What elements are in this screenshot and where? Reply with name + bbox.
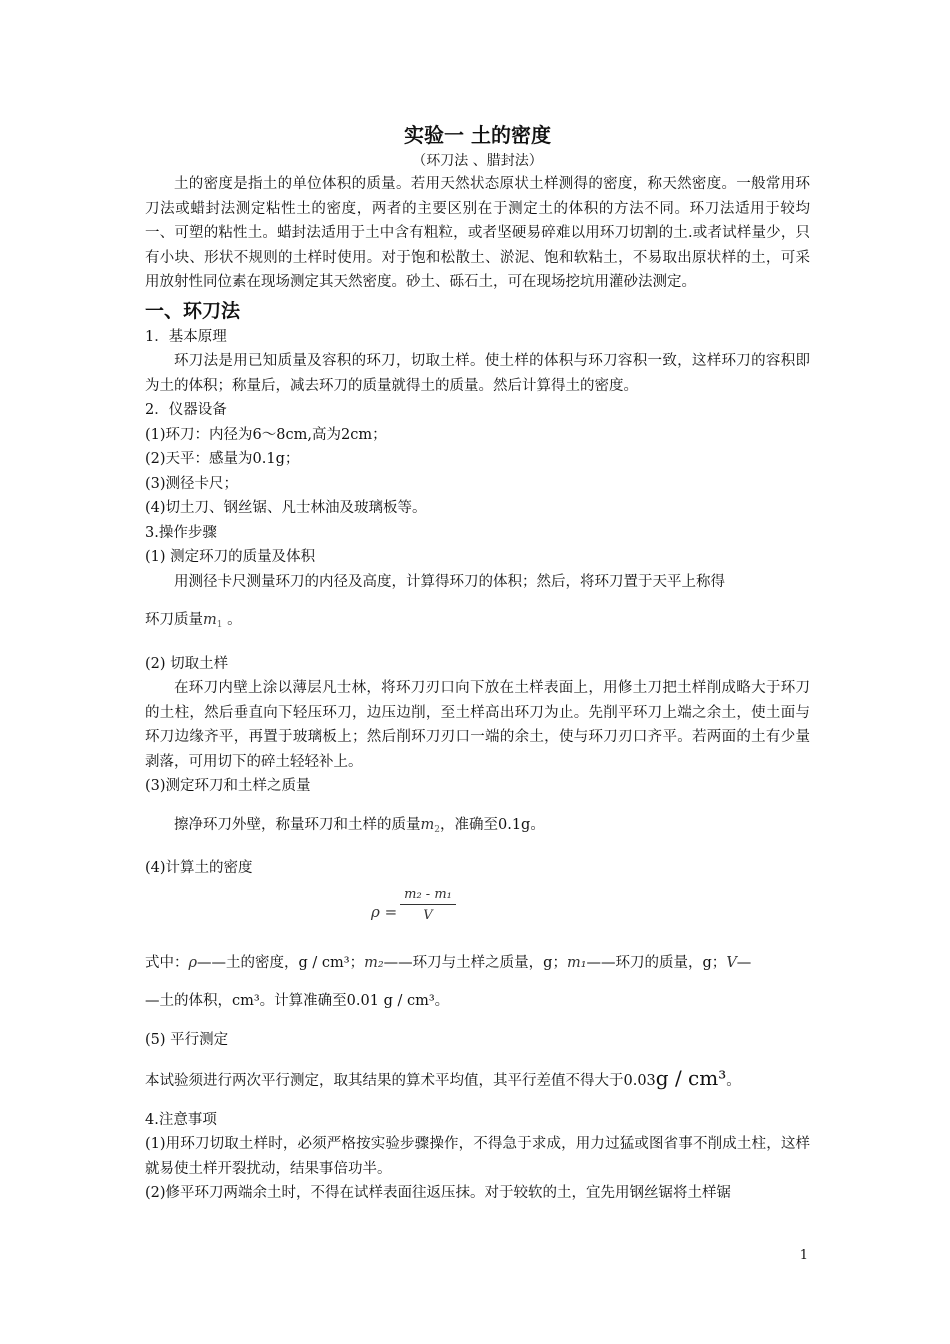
legend-v-dash: —: [736, 954, 752, 971]
equipment-item-2: (2)天平：感量为0.1g；: [145, 451, 300, 467]
note-item-1: (1)用环刀切取土样时，必须严格按实验步骤操作，不得急于求成，用力过猛或图省事不削成土柱，这样就易使土样开裂扰动，结果事倍功半。: [145, 1136, 810, 1177]
step5-end: 。: [726, 1073, 741, 1089]
equipment-item-1: (1)环刀：内径为6～8cm,高为2cm；: [145, 426, 387, 443]
page-subtitle: （环刀法 、腊封法）: [412, 153, 543, 169]
fraction-bar: [400, 904, 456, 905]
equipment-item-3: (3)测径卡尺；: [145, 475, 239, 492]
section-heading-ring-knife: 一、环刀法: [145, 299, 241, 322]
formula-denominator: V: [423, 907, 433, 923]
legend-prefix: 式中：: [145, 954, 189, 971]
legend-m2: m₂: [364, 954, 384, 971]
principle-heading: 1．基本原理: [145, 328, 227, 345]
formula-numerator: m₂ - m₁: [404, 886, 452, 902]
step3-text-a: 擦净环刀外壁，称量环刀和土样的质量: [174, 816, 421, 833]
note-item-2: (2)修平环刀两端余土时，不得在试样表面往返压抹。对于较软的土，宜先用钢丝锯将土样锯: [145, 1185, 732, 1201]
legend-v: V: [726, 954, 737, 971]
step1-mass-line: [145, 608, 810, 638]
m2-symbol: $m_2$: [420, 816, 440, 835]
step3-text-b: ，准确至0.1g。: [439, 816, 545, 833]
principle-text: 环刀法是用已知质量及容积的环刀，切取土样。使土样的体积与环刀容积一致，这样环刀的容积即为土的体积；称量后，减去环刀的质量就得土的质量。然后计算得土的密度。: [145, 353, 810, 394]
step5-heading: (5) 平行测定: [145, 1031, 229, 1048]
formula-fraction: [400, 887, 456, 923]
steps-heading: 3.操作步骤: [145, 524, 217, 541]
equipment-heading: 2．仪器设备: [145, 402, 227, 418]
step5-text: [145, 1066, 810, 1094]
legend-m2-desc: ——环刀与土样之质量，g；: [383, 954, 567, 971]
page-content: [145, 120, 810, 1206]
step4-heading: (4)计算土的密度: [145, 860, 253, 876]
legend-rho-desc: ——土的密度，g / cm³；: [197, 954, 365, 971]
legend-rho: ρ: [188, 954, 198, 971]
step1-end: 。: [227, 612, 242, 628]
notes-heading: 4.注意事项: [145, 1111, 217, 1128]
step2-heading: (2) 切取土样: [145, 655, 229, 672]
step3-heading: (3)测定环刀和土样之质量: [145, 778, 311, 794]
step1-text: 用测径卡尺测量环刀的内径及高度，计算得环刀的体积；然后，将环刀置于天平上称得: [174, 573, 725, 590]
intro-paragraph: 土的密度是指土的单位体积的质量。若用天然状态原状土样测得的密度，称天然密度。一般常用环刀法或蜡封法测定粘性土的密度，两者的主要区别在于测定土的体积的方法不同。环刀法适用于较均一、可塑的粘性土。蜡封法适用于土中含有粗粒，或者坚硬易碎难以用环刀切割的土.或者试样量少，只有小块、形状不规则的土样时使用。对于饱和松散土、淤泥、饱和软粘土，不易取出原状样的土，可采用放射性同位素在现场测定其天然密度。砂土、砾石土，可在现场挖坑用灌砂法测定。: [145, 176, 810, 290]
step5-text-body: 本试验须进行两次平行测定，取其结果的算术平均值，其平行差值不得大于0.03: [145, 1073, 656, 1089]
step2-text: 在环刀内壁上涂以薄层凡士林，将环刀刃口向下放在土样表面上，用修土刀把土样削成略大于环刀的土柱，然后垂直向下轻压环刀，边压边削，至土样高出环刀为止。先削平环刀上端之余土，使土面与环刀边缘齐平，再置于玻璃板上；然后削环刀刃口一端的余土，使与环刀刃口齐平。若两面的土有少量剥落，可用切下的碎土轻轻补上。: [145, 680, 810, 770]
equipment-item-4: (4)切土刀、钢丝锯、凡士林油及玻璃板等。: [145, 500, 427, 516]
page-title: 实验一 土的密度: [404, 123, 551, 147]
m1-symbol: $m_1$: [203, 612, 223, 630]
density-formula: [145, 887, 810, 947]
step3-text: [145, 813, 810, 843]
page-number: 1: [799, 1248, 808, 1263]
formula-lhs: ρ =: [371, 902, 398, 921]
legend-m1: m₁: [566, 954, 587, 971]
formula-legend-line2: —土的体积，cm³。计算准确至0.01 g / cm³。: [145, 993, 450, 1009]
step1-mass-label: 环刀质量: [145, 612, 203, 628]
step1-heading: (1) 测定环刀的质量及体积: [145, 549, 316, 565]
step5-unit: g / cm³: [655, 1066, 727, 1090]
formula-legend-line1: [145, 951, 810, 976]
legend-m1-desc: ——环刀的质量，g；: [586, 954, 727, 971]
